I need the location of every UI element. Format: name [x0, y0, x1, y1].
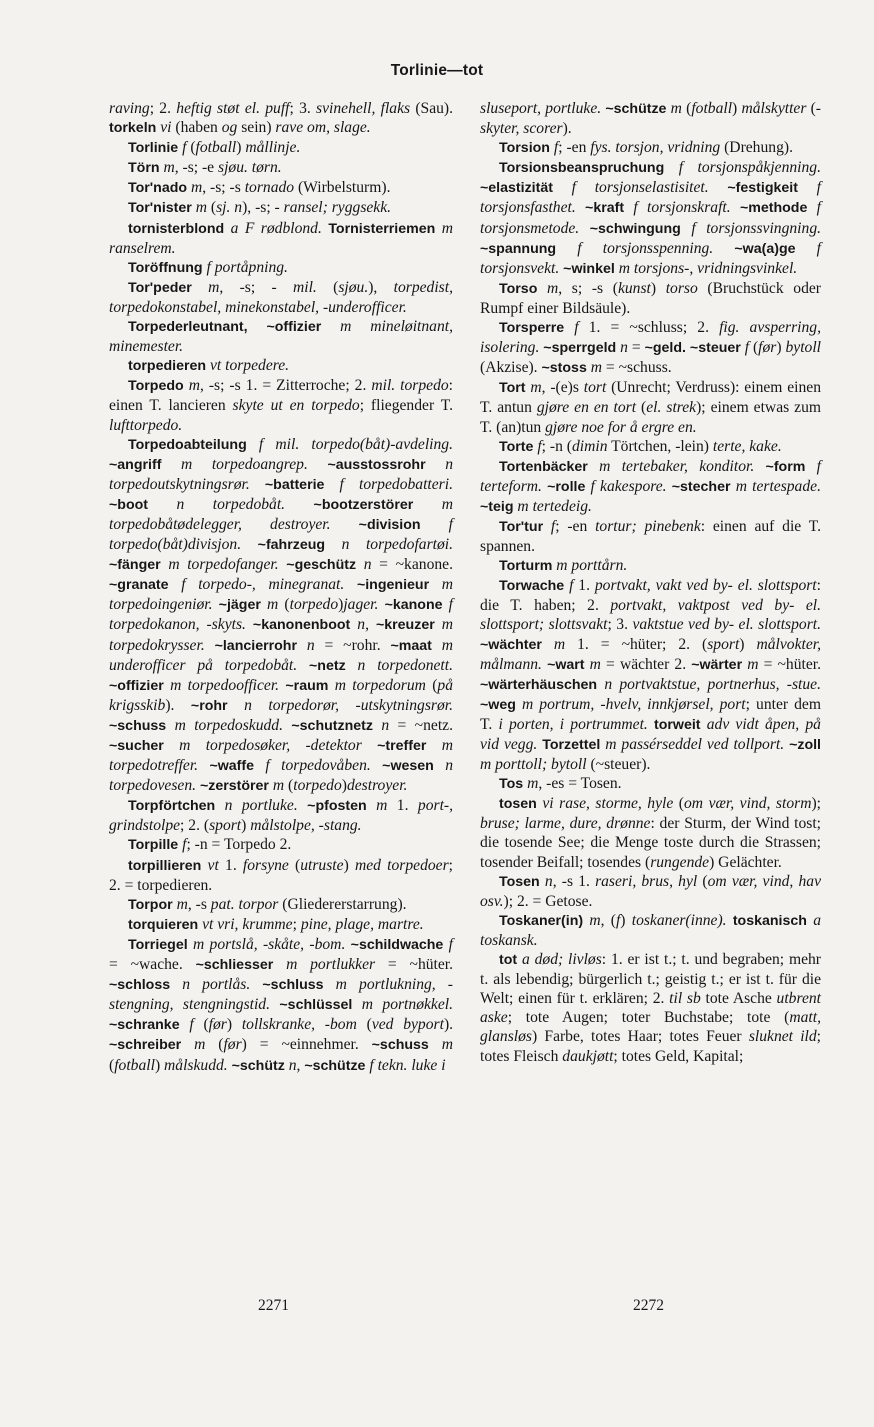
dictionary-entry: Tos m, -es = Tosen.	[499, 775, 622, 793]
dictionary-entry: Torte f; -n (dimin Törtchen, -lein) terte, kake.	[499, 437, 782, 455]
dictionary-entry: Tosen n, -s 1. raseri, brus, hyl (om vær, vind, hav osv.); 2. = Getose.	[480, 872, 821, 910]
dictionary-entry: Torso m, s; -s (kunst) torso (Bruchstück oder Rumpf einer Bildsäule).	[480, 279, 822, 317]
dictionary-entry: Toskaner(in) m, (f) toskaner(inne). toskanisch a toskansk.	[480, 911, 821, 949]
dictionary-entry: Torpor m, -s pat. torpor (Gliedererstarrung).	[128, 895, 407, 913]
dictionary-entry: Torpille f; -n = Torpedo 2.	[128, 836, 292, 854]
dictionary-entry: Tortenbäcker m tertebaker, konditor. ~form f terteform. ~rolle f kakespore. ~stecher m tertespade. ~teig m tertedeig.	[480, 457, 821, 515]
right-column	[480, 99, 821, 1066]
dictionary-entry: Torwache f 1. portvakt, vakt ved by- el. slottsport: die T. haben; 2. portvakt, vaktpost ved by- el. slottsport; slottsvakt; 3. vaktstue ved by- el. slottsport. ~wächter m 1. = ~hüter; 2. (sport) målvokter, målmann. ~wart m = wächter 2. ~wärter m = ~hüter. ~wärterhäuschen n portvaktstue, portnerhus, -stue. ~weg m portrum, -hvelv, innkjørsel, port; unter dem T. i porten, i portrummet. torweit adv vidt åpen, på vid vegg. Torzettel m passérseddel ved tollport. ~zoll m porttoll; bytoll (~steuer).	[480, 577, 822, 774]
page-number-left: 2271	[258, 1297, 289, 1314]
dictionary-entry: Tor'peder m, -s; - mil. (sjøu.), torpedist, torpedokonstabel, minekonstabel, -underofficer.	[109, 278, 453, 316]
dictionary-entry: Torpedoabteilung f mil. torpedo(båt)-avdeling. ~angriff m torpedoangrep. ~ausstossrohr n torpedoutskytningsrør. ~batterie f torpedobatteri. ~boot n torpedobåt. ~bootzerstörer m torpedobåtødelegger, destroyer. ~division f torpedo(båt)divisjon. ~fahrzeug n torpedofartøi. ~fänger m torpedofanger. ~geschütz n = ~kanone. ~granate f torpedo-, minegranat. ~ingenieur m torpedoingeniør. ~jäger m (torpedo)jager. ~kanone f torpedokanon, -skyts. ~kanonenboot n, ~kreuzer m torpedokrysser. ~lancierrohr n = ~rohr. ~maat m underofficer på torpedobåt. ~netz n torpedonett. ~offizier m torpedoofficer. ~raum m torpedorum (på krigsskib). ~rohr n torpedorør, -utskytningsrør. ~schuss m torpedoskudd. ~schutznetz n = ~netz. ~sucher m torpedosøker, -detektor ~treffer m torpedotreffer. ~waffe f torpedovåben. ~wesen n torpedovesen. ~zerstörer m (torpedo)destroyer.	[109, 435, 454, 795]
dictionary-entry: sluseport, portluke. ~schütze m (fotball) målskytter (-skyter, scorer).	[480, 100, 821, 138]
running-header: Torlinie—tot	[390, 62, 484, 79]
dictionary-entry: tosen vi rase, storme, hyle (om vær, vind, storm); bruse; larme, dure, drønne: der Sturm, der Wind tost; die tosende See; die Menge toste durch die Strassen; tosender Beifall; tosendes (rungende) Gelächter.	[480, 795, 821, 871]
dictionary-entry: Torsperre f 1. = ~schluss; 2. fig. avsperring, isolering. ~sperrgeld n = ~geld. ~steuer f (før) bytoll (Akzise). ~stoss m = ~schuss.	[480, 319, 821, 377]
dictionary-entry: Torpförtchen n portluke. ~pfosten m 1. port-, grindstolpe; 2. (sport) målstolpe, -stang.	[109, 797, 453, 835]
dictionary-entry: Torpederleutnant, ~offizier m mineløitnant, minemester.	[109, 318, 453, 356]
dictionary-entry: Tor'nado m, -s; -s tornado (Wirbelsturm).	[128, 179, 391, 197]
dictionary-entry: Torriegel m portslå, -skåte, -bom. ~schildwache f = ~wache. ~schliesser m portlukker = ~hüter. ~schloss n portlås. ~schluss m portlukning, -stengning, stengningstid. ~schlüssel m portnøkkel. ~schranke f (før) tollskranke, -bom (ved byport). ~schreiber m (før) = ~einnehmer. ~schuss m (fotball) målskudd. ~schütz n, ~schütze f tekn. luke i	[109, 935, 454, 1074]
left-column	[109, 99, 453, 1076]
dictionary-entry: raving; 2. heftig støt el. puff; 3. svinehell, flaks (Sau). torkeln vi (haben og sein) rave om, slage.	[109, 100, 454, 137]
dictionary-entry: Torpedo m, -s; -s 1. = Zitterroche; 2. mil. torpedo: einen T. lancieren skyte ut en torpedo; fliegender T. lufttorpedo.	[109, 377, 454, 434]
dictionary-entry: Tort m, -(e)s tort (Unrecht; Verdruss): einem einen T. antun gjøre en en tort (el. strek); einem etwas zum T. (an)tun gjøre noe for å ergre en.	[480, 379, 822, 436]
dictionary-entry: torquieren vt vri, krumme; pine, plage, martre.	[128, 915, 424, 933]
dictionary-entry: torpillieren vt 1. forsyne (utruste) med torpedoer; 2. = torpedieren.	[109, 856, 453, 894]
dictionary-entry: Törn m, -s; -e sjøu. tørn.	[128, 159, 282, 177]
page-number-right: 2272	[633, 1297, 664, 1314]
dictionary-entry: Toröffnung f portåpning.	[128, 258, 288, 276]
dictionary-entry: Torsionsbeanspruchung f torsjonspåkjenning. ~elastizität f torsjonselastisitet. ~festigkeit f torsjonsfasthet. ~kraft f torsjonskraft. ~methode f torsjonsmetode. ~schwingung f torsjonssvingning. ~spannung f torsjonsspenning. ~wa(a)ge f torsjonsvekt. ~winkel m torsjons-, vridningsvinkel.	[480, 159, 822, 277]
dictionary-entry: Tor'tur f; -en tortur; pinebenk: einen auf die T. spannen.	[480, 517, 821, 556]
dictionary-entry: Torturm m porttårn.	[499, 557, 628, 575]
dictionary-entry: Tor'nister m (sj. n), -s; - ransel; ryggsekk.	[128, 199, 392, 217]
dictionary-entry: Torsion f; -en fys. torsjon, vridning (Drehung).	[499, 139, 793, 157]
dictionary-entry: Torlinie f (fotball) mållinje.	[128, 139, 301, 157]
dictionary-entry: tornisterblond a F rødblond. Tornisterriemen m ranselrem.	[109, 219, 453, 257]
dictionary-entry: tot a død; livløs: 1. er ist t.; t. und begraben; mehr t. als lebendig; bürgerlich t.; geistig t.; er ist t. für die Welt; einen für t. erklären; 2. til sb tote Asche utbrent aske; tote Augen; toter Buchstabe; tote (matt, glansløs) Farbe, totes Haar; totes Feuer sluknet ild; totes Fleisch daukjøtt; totes Geld, Kapital;	[480, 951, 822, 1065]
dictionary-entry: torpedieren vt torpedere.	[128, 357, 290, 375]
